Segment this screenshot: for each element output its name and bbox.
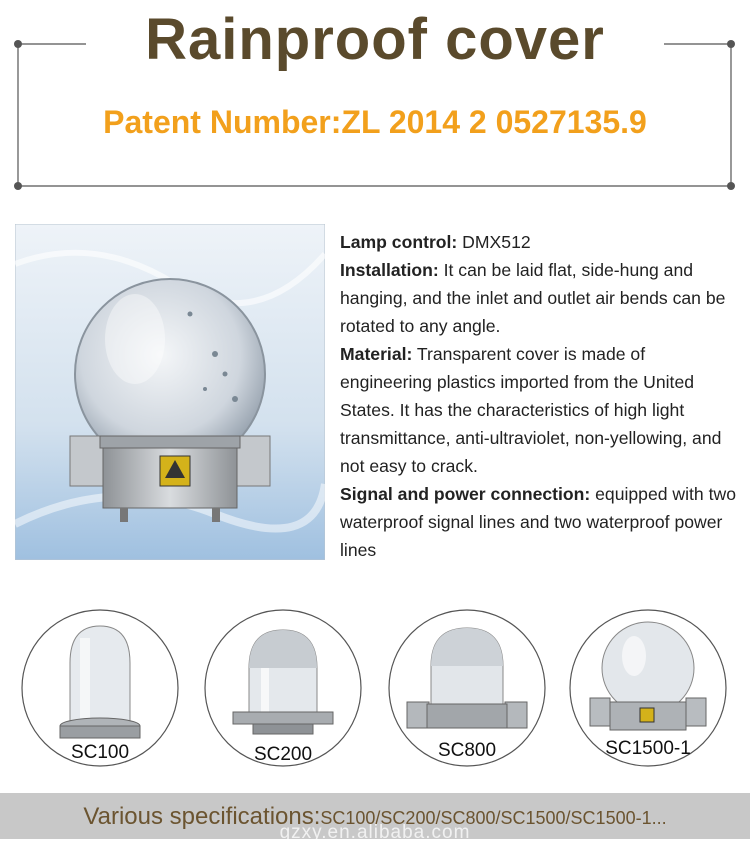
model-label: SC100 [70,742,130,763]
spec-lamp-control: Lamp control: DMX512 [340,232,531,252]
spec-list [340,228,740,564]
model-label: SC1500-1 [605,738,691,759]
watermark: gzxy.en.alibaba.com [279,822,471,843]
spec-material: Material: Transparent cover is made of engineering plastics imported from the United States. It has the characteristics of high light transmittance, anti-ultraviolet, non-yellowing, and not easy to crack. [340,344,722,476]
model-thumb-sc1500-1 [568,608,728,768]
page-title: Rainproof cover [145,7,605,72]
spec-signal-power: Signal and power connection: equipped with two waterproof signal lines and two waterproof power lines [340,484,736,560]
model-thumb-sc200 [203,608,363,768]
spec-summary: Various specifications:SC100/SC200/SC800/SC1500/SC1500-1... [83,803,667,830]
product-image [15,224,325,560]
spec-installation: Installation: It can be laid flat, side-hung and hanging, and the inlet and outlet air bends can be rotated to any angle. [340,260,726,336]
patent-number: Patent Number:ZL 2014 2 0527135.9 [103,104,647,140]
model-thumb-sc800 [387,608,547,768]
model-label: SC800 [437,740,497,761]
model-label: SC200 [253,744,313,765]
model-thumb-sc100 [20,608,180,768]
